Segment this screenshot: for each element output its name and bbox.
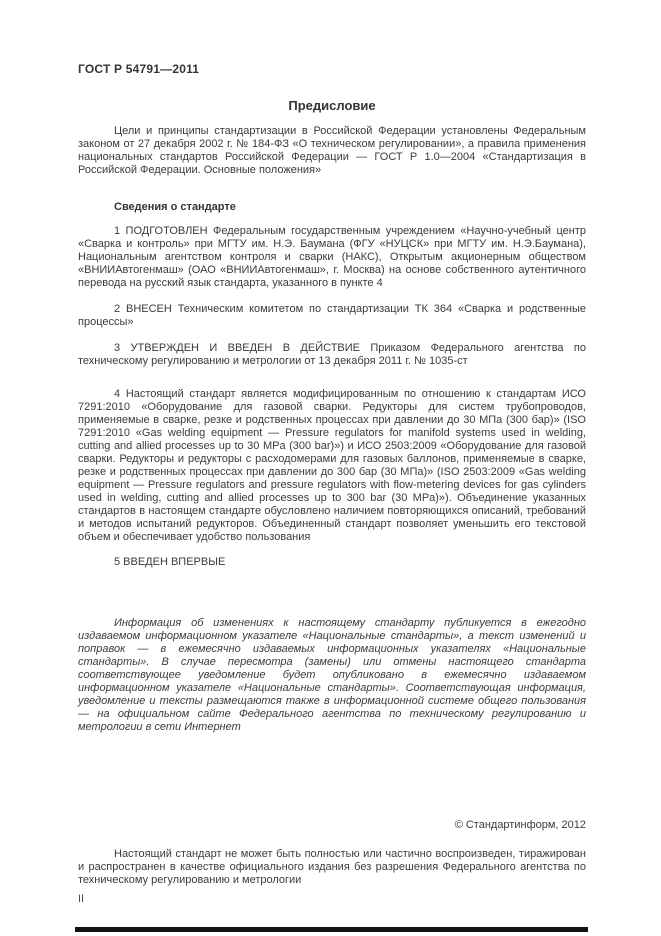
page-title: Предисловие: [288, 98, 376, 113]
standard-info-item-1: 1 ПОДГОТОВЛЕН Федеральным государственным учреждением «Научно-учебный центр «Сварка и контроль» при МГТУ им. Н.Э. Баумана (ФГУ «НУЦСК» при МГТУ им. Н.Э.Баумана), Национальным агентством контроля и сварки (НАКС), Открытым акционерным обществом «ВНИИАвтогенмаш» (ОАО «ВНИИАвтогенмаш», г. Москва) на основе собственного аутентичного перевода на русский язык стандарта, указанного в пункте 4: [78, 225, 586, 289]
reproduction-restriction: Настоящий стандарт не может быть полностью или частично воспроизведен, тиражирован и распространен в качестве официального издания без разрешения Федерального агентства по техническому регулированию и метрологии: [78, 848, 586, 886]
intro-paragraph: Цели и принципы стандартизации в Российской Федерации установлены Федеральным законом от 27 декабря 2002 г. № 184-ФЗ «О техническом регулировании», а правила применения национальных стандартов Российской Федерации — ГОСТ Р 1.0—2004 «Стандартизация в Российской Федерации. Основные положения»: [78, 125, 586, 176]
document-code: ГОСТ Р 54791—2011: [78, 62, 200, 76]
copyright-line: © Стандартинформ, 2012: [454, 819, 586, 831]
standard-info-item-5: 5 ВВЕДЕН ВПЕРВЫЕ: [114, 556, 226, 568]
scan-artifact-bar: [75, 927, 588, 932]
page-body: [78, 0, 586, 936]
standard-info-item-4: 4 Настоящий стандарт является модифицированным по отношению к стандартам ИСО 7291:2010 «Оборудование для газовой сварки. Редукторы для систем трубопроводов, применяемые в сварке, резке и родственных процессах при давлении до 30 МПа (300 бар)» (ISO 7291:2010 «Gas welding equipment — Pressure regulators for manifold systems used in welding, cutting and allied processes up to 30 MPa (300 bar)») и ИСО 2503:2009 «Оборудование для газовой сварки. Редукторы и редукторы с расходомерами для газовых баллонов, применяемые в сварке, резке и родственных процессах при давлении до 300 бар (30 МПа)» (ISO 2503:2009 «Gas welding equipment — Pressure regulators and pressure regulators with flow-metering devices for gas cylinders used in welding, cutting and allied processes up to 300 bar (30 MPa)»). Объединение указанных стандартов в настоящем стандарте обусловлено наличием повторяющихся описаний, требований и методов испытаний редукторов. Объединенный стандарт позволяет уменьшить его текстовой объем и обеспечивает удобство пользования: [78, 388, 586, 543]
amendments-note: Информация об изменениях к настоящему стандарту публикуется в ежегодно издаваемом информационном указателе «Национальные стандарты», а текст изменений и поправок — в ежемесячно издаваемых информационных указателях «Национальные стандарты». В случае пересмотра (замены) или отмены настоящего стандарта соответствующее уведомление будет опубликовано в ежемесячно издаваемом информационном указателе «Национальные стандарты». Соответствующая информация, уведомление и тексты размещаются также в информационной системе общего пользования — на официальном сайте Федерального агентства по техническому регулированию и метрологии в сети Интернет: [78, 617, 586, 733]
standard-info-item-2: 2 ВНЕСЕН Техническим комитетом по стандартизации ТК 364 «Сварка и родственные процессы»: [78, 303, 586, 328]
standard-info-heading: Сведения о стандарте: [114, 201, 236, 213]
standard-info-item-3: 3 УТВЕРЖДЕН И ВВЕДЕН В ДЕЙСТВИЕ Приказом Федерального агентства по техническому регулированию и метрологии от 13 декабря 2011 г. № 1035-ст: [78, 342, 586, 367]
page-number: II: [78, 893, 85, 905]
